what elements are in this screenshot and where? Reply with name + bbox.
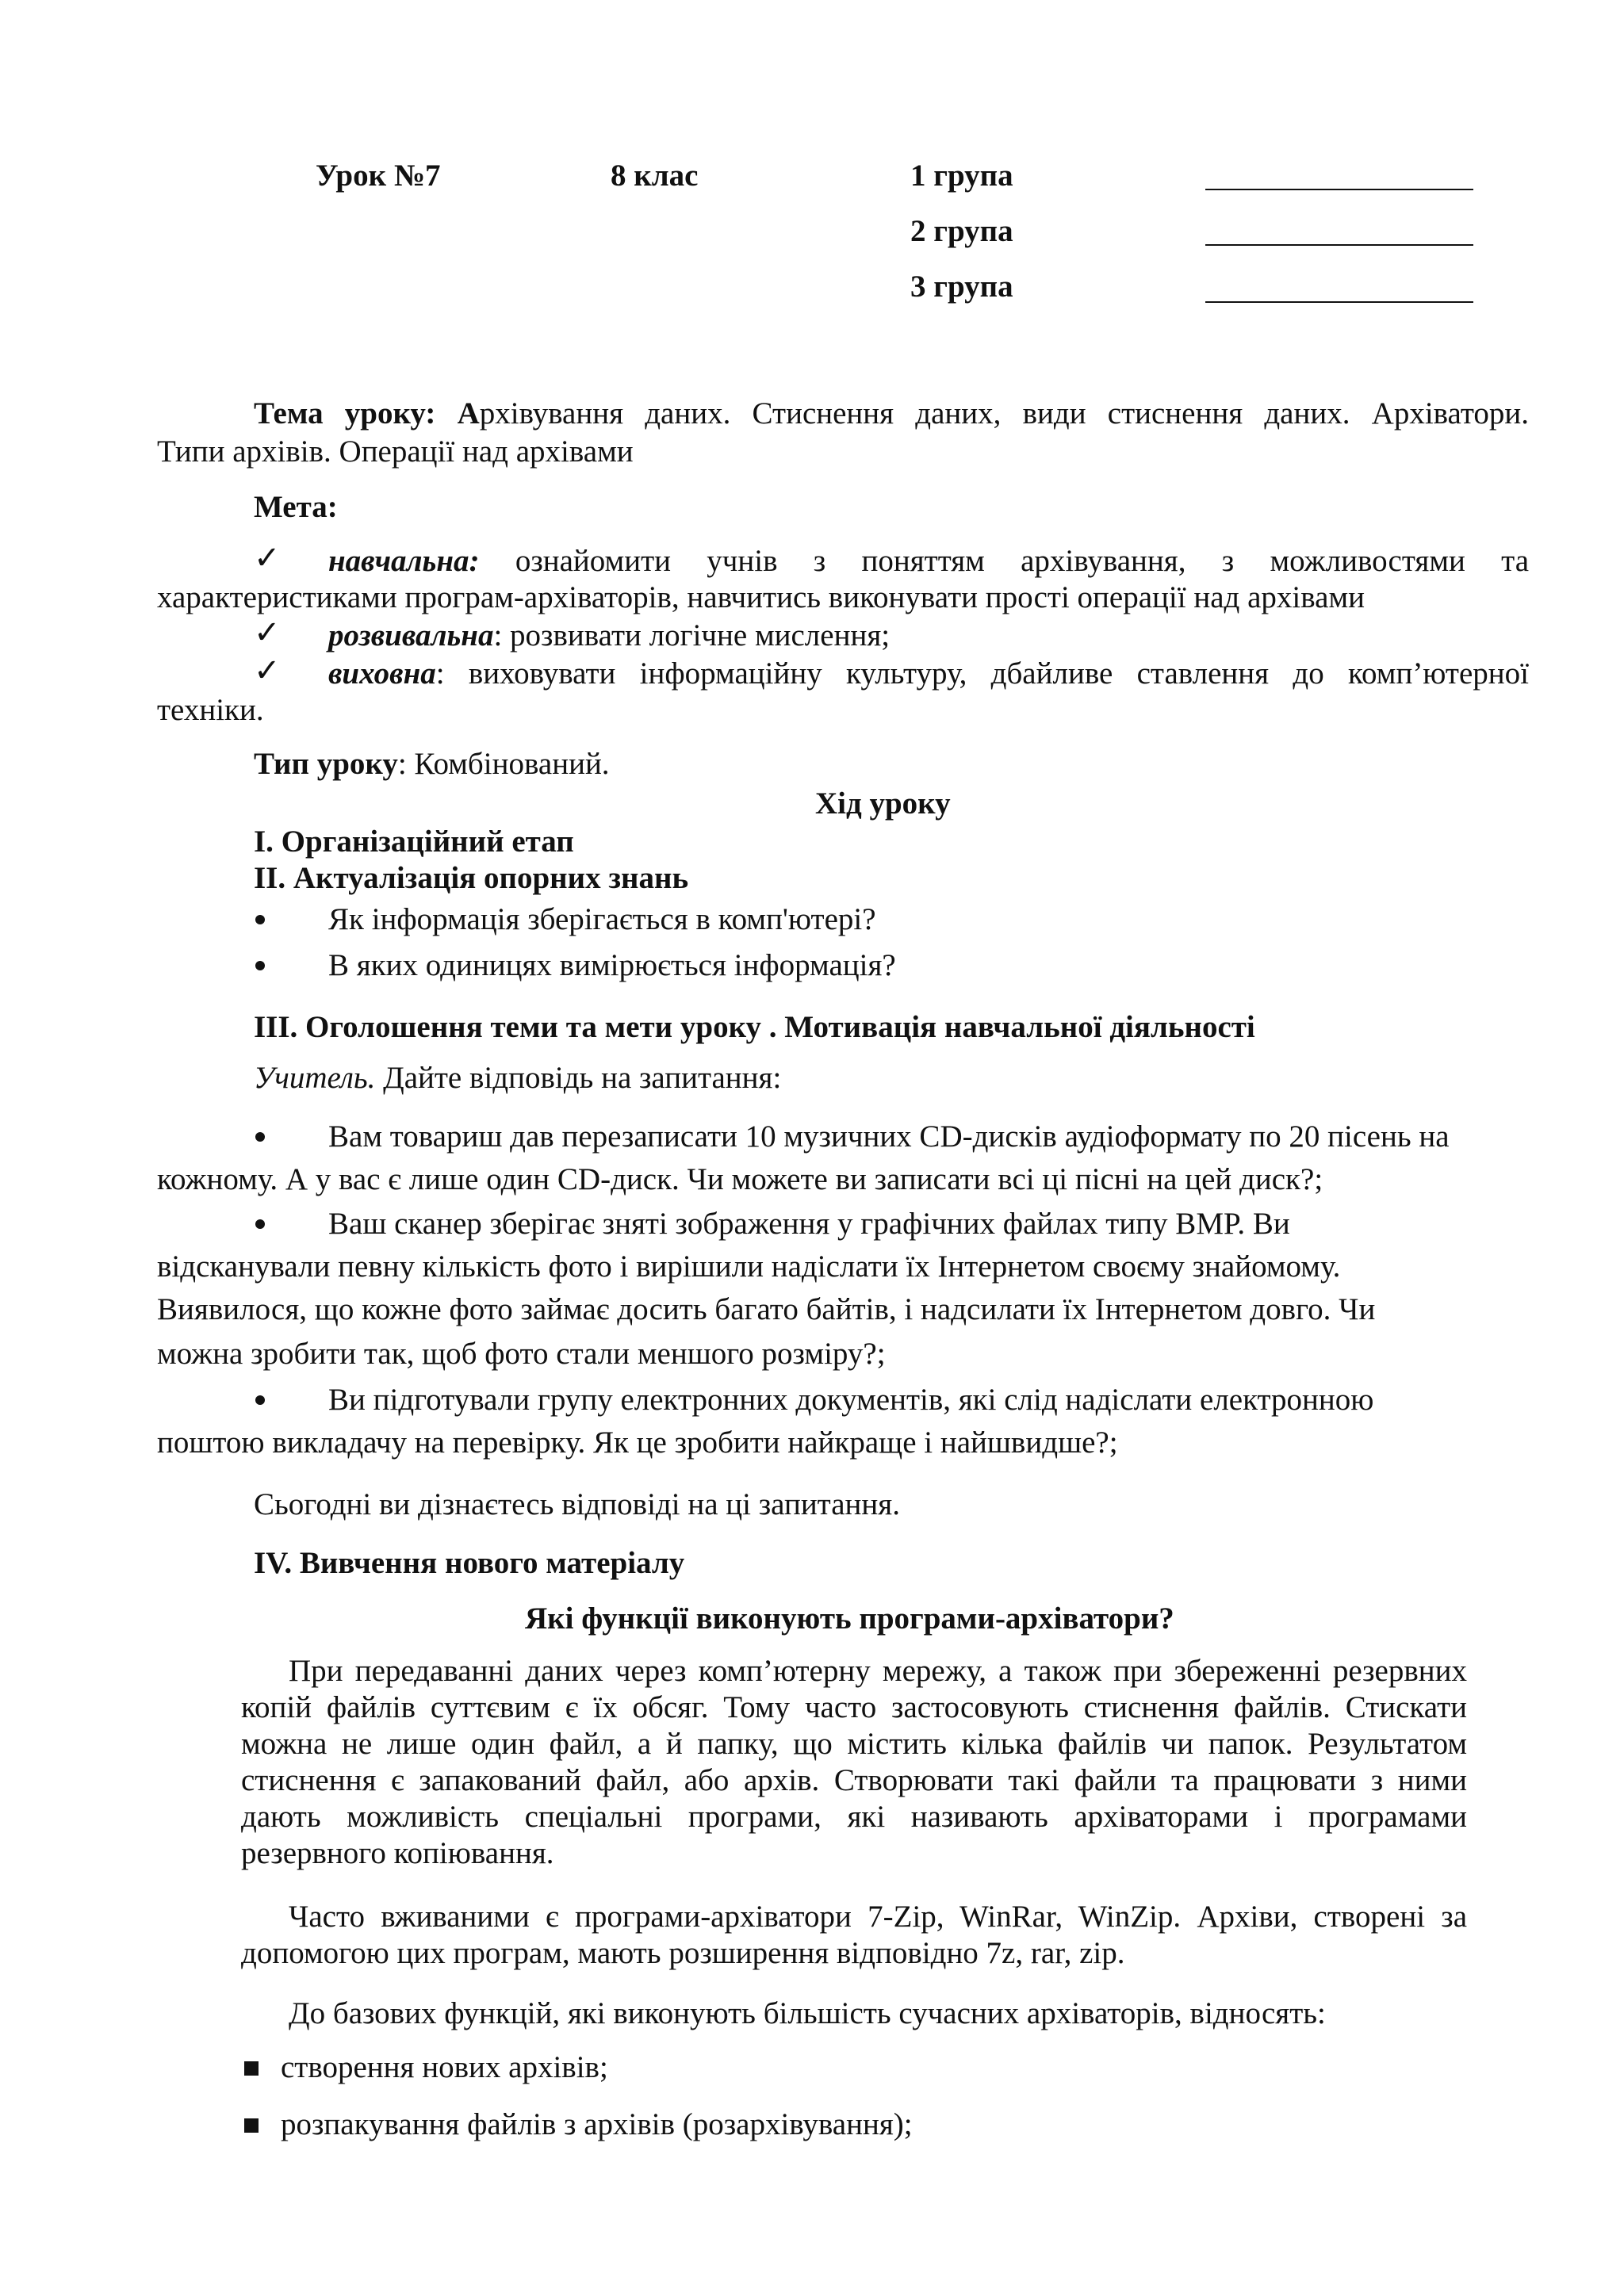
paragraph-3: До базових функцій, які виконують більшість сучасних архіваторів, відносять: bbox=[289, 1996, 1326, 2030]
topic-label: Тема уроку: bbox=[254, 396, 436, 430]
stage-2-question-1: Як інформація зберігається в комп'ютері? bbox=[328, 902, 876, 936]
paragraph-2-line-1: Часто вживаними є програми-архіватори 7-Zip, WinRar, WinZip. Архіви, створені за bbox=[289, 1900, 1467, 1934]
paragraph-1-line-2: копій файлів суттєвим є їх обсяг. Тому часто застосовують стиснення файлів. Стискати bbox=[241, 1690, 1467, 1724]
question-2-line-1: Ваш сканер зберігає зняті зображення у графічних файлах типу BMP. Ви bbox=[328, 1207, 1290, 1241]
question-2-line-3: Виявилося, що кожне фото займає досить багато байтів, і надсилати їх Інтернетом довго. Чи bbox=[157, 1292, 1376, 1326]
stage-2-title: ІІ. Актуалізація опорних знань bbox=[254, 861, 689, 895]
goal-label: Мета: bbox=[254, 490, 338, 524]
goal-item-3-line-2: техніки. bbox=[157, 693, 264, 727]
section-subtitle: Які функції виконують програми-архіватори? bbox=[525, 1601, 1174, 1636]
group-3-label: 3 група bbox=[910, 270, 1013, 304]
group-2-blank bbox=[1205, 244, 1473, 246]
check-icon: ✓ bbox=[254, 652, 281, 689]
question-2-line-2: відсканували певну кількість фото і вирішили надіслати їх Інтернетом своєму знайомому. bbox=[157, 1249, 1341, 1284]
goal-item-1-line-2: характеристиками програм-архіваторів, навчитись виконувати прості операції над архівами bbox=[157, 580, 1365, 614]
stage-3-title: ІІІ. Оголошення теми та мети уроку . Мотивація навчальної діяльності bbox=[254, 1010, 1255, 1044]
progress-title: Хід уроку bbox=[815, 786, 951, 821]
function-item-2: розпакування файлів з архівів (розархівування); bbox=[281, 2107, 913, 2141]
bullet-icon bbox=[255, 1219, 265, 1229]
square-bullet-icon bbox=[244, 2061, 259, 2076]
stage-4-title: IV. Вивчення нового матеріалу bbox=[254, 1546, 685, 1580]
square-bullet-icon bbox=[244, 2118, 259, 2133]
goal-item-2: розвивальна: розвивати логічне мислення; bbox=[328, 618, 891, 652]
goal-item-3-line-1: виховна: виховувати інформаційну культуру, дбайливе ставлення до комп’ютерної bbox=[328, 656, 1529, 691]
paragraph-2-line-2: допомогою цих програм, мають розширення відповідно 7z, rar, zip. bbox=[241, 1936, 1125, 1970]
group-2-label: 2 група bbox=[910, 214, 1013, 248]
paragraph-1-line-1: При передаванні даних через комп’ютерну мережу, а також при збереженні резервних bbox=[289, 1654, 1467, 1688]
paragraph-1-line-3: можна не лише один файл, а й папку, що містить кілька файлів чи папок. Результатом bbox=[241, 1727, 1467, 1761]
stage-1-title: І. Організаційний етап bbox=[254, 825, 574, 859]
grade: 8 клас bbox=[611, 159, 699, 193]
topic-text-1: рхівування даних. Стиснення даних, види стиснення даних. Архіватори. bbox=[479, 396, 1530, 430]
check-icon: ✓ bbox=[254, 540, 281, 576]
bullet-icon bbox=[255, 1132, 265, 1142]
paragraph-1-line-5: дають можливість спеціальні програми, які називають архіваторами і програмами bbox=[241, 1800, 1467, 1834]
question-1-line-1: Вам товариш дав перезаписати 10 музичних CD-дисків аудіоформату по 20 пісень на bbox=[328, 1119, 1450, 1154]
goal-item-1-line-1: навчальна: ознайомити учнів з поняттям архівування, з можливостями та bbox=[328, 544, 1529, 578]
topic-line-1 bbox=[157, 395, 1529, 433]
topic-line-2: Типи архівів. Операції над архівами bbox=[157, 434, 634, 469]
topic-first-letter: А bbox=[457, 396, 480, 430]
paragraph-1-line-6: резервного копіювання. bbox=[241, 1836, 554, 1870]
lesson-number: Урок №7 bbox=[316, 159, 441, 193]
bullet-icon bbox=[255, 915, 265, 924]
group-3-blank bbox=[1205, 301, 1473, 303]
group-1-blank bbox=[1205, 189, 1473, 190]
bullet-icon bbox=[255, 1395, 265, 1405]
check-icon: ✓ bbox=[254, 614, 281, 651]
teacher-prompt: Учитель. Дайте відповідь на запитання: bbox=[254, 1061, 782, 1095]
question-3-line-1: Ви підготували групу електронних документів, які слід надіслати електронною bbox=[328, 1383, 1374, 1417]
function-item-1: створення нових архівів; bbox=[281, 2050, 608, 2084]
question-3-line-2: поштою викладачу на перевірку. Як це зробити найкраще і найшвидше?; bbox=[157, 1425, 1118, 1460]
question-1-line-2: кожному. А у вас є лише один CD-диск. Чи можете ви записати всі ці пісні на цей диск?; bbox=[157, 1162, 1323, 1196]
closing-sentence: Сьогодні ви дізнаєтесь відповіді на ці запитання. bbox=[254, 1487, 900, 1521]
stage-2-question-2: В яких одиницях вимірюється інформація? bbox=[328, 948, 896, 982]
paragraph-1-line-4: стиснення є запакований файл, або архів. Створювати такі файли та працювати з ними bbox=[241, 1763, 1467, 1797]
question-2-line-4: можна зробити так, щоб фото стали меншого розміру?; bbox=[157, 1337, 886, 1371]
lesson-type: Тип уроку: Комбінований. bbox=[254, 747, 610, 781]
group-1-label: 1 група bbox=[910, 159, 1013, 193]
bullet-icon bbox=[255, 961, 265, 970]
